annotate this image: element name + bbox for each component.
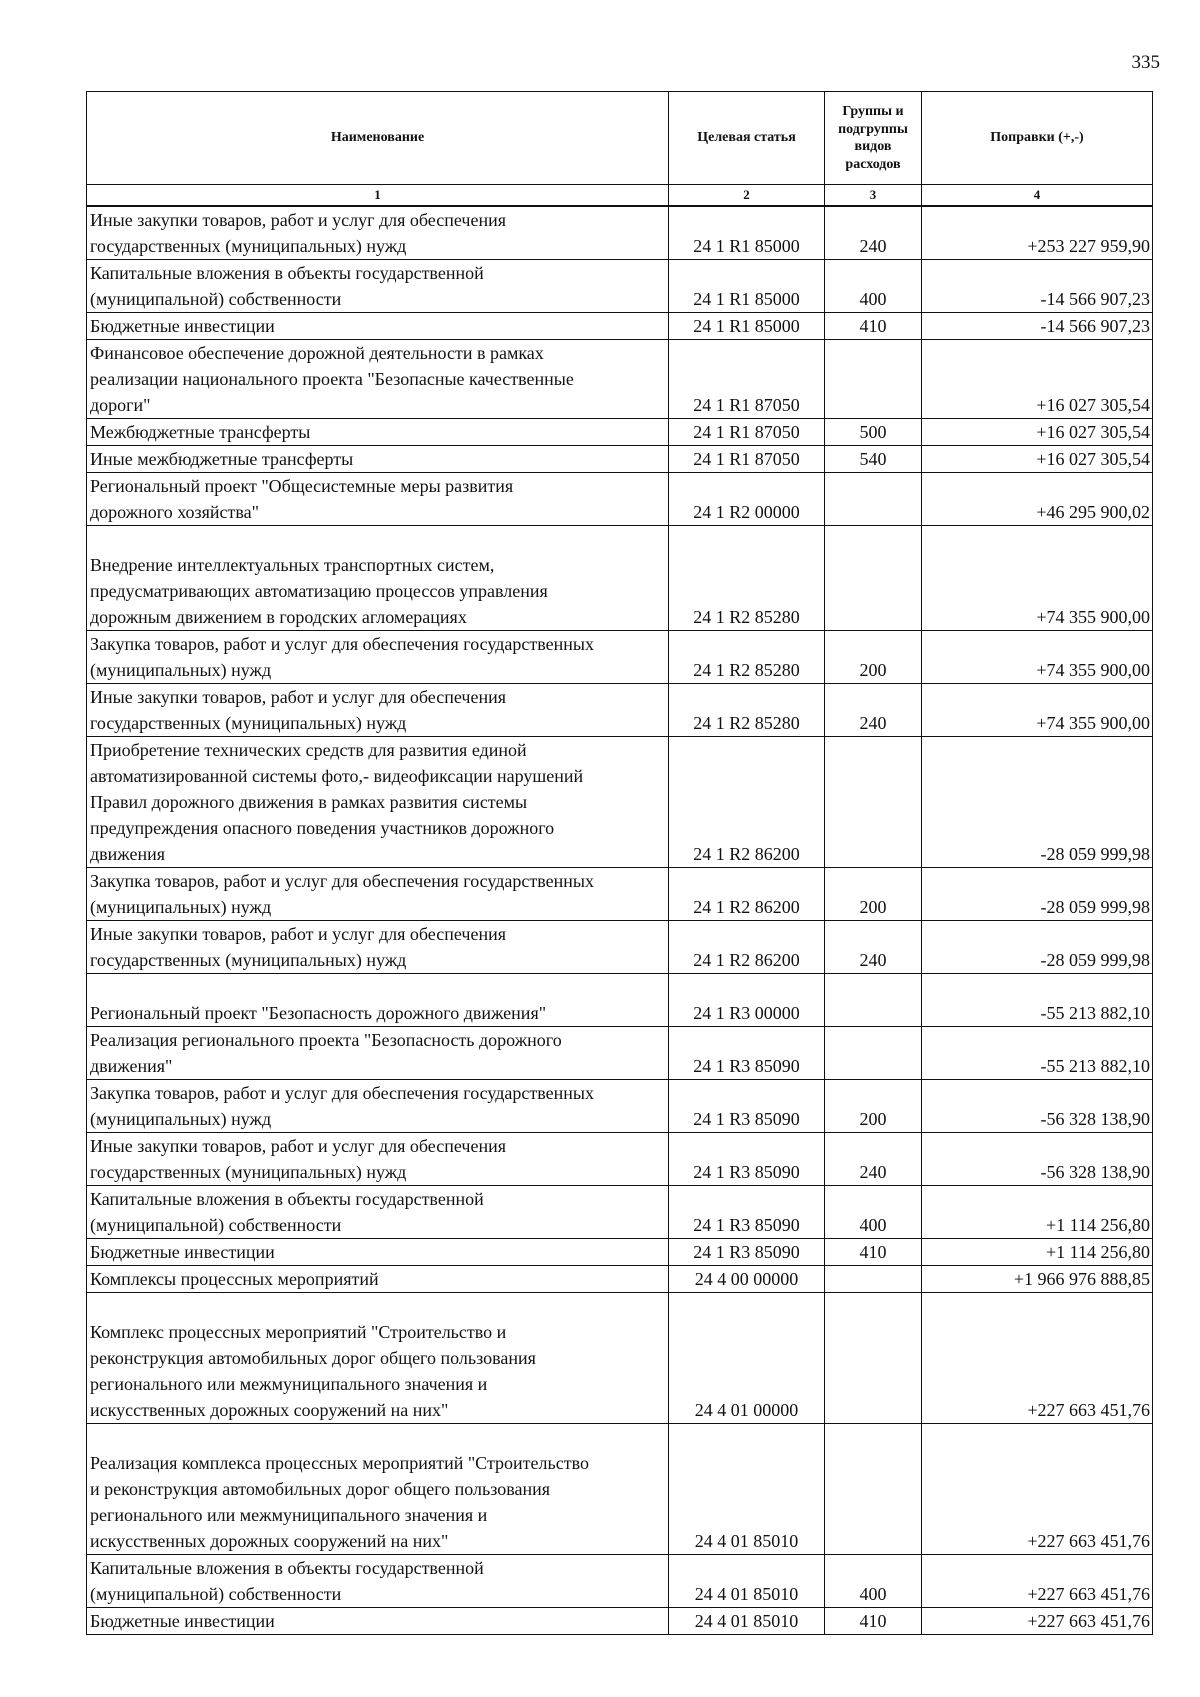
row-expense-group — [825, 1293, 922, 1424]
table-row — [87, 1608, 1153, 1635]
table-row — [87, 868, 1153, 921]
row-target-article: 24 4 01 85010 — [669, 1608, 825, 1635]
row-expense-group — [825, 1027, 922, 1080]
row-name: Бюджетные инвестиции — [87, 313, 669, 340]
row-expense-group — [825, 1266, 922, 1293]
row-expense-group: 400 — [825, 1555, 922, 1608]
row-expense-group — [825, 526, 922, 631]
table-row — [87, 974, 1153, 1027]
table-row — [87, 206, 1153, 260]
table-row — [87, 313, 1153, 340]
row-target-article: 24 1 R2 86200 — [669, 921, 825, 974]
row-amendment-amount: +16 027 305,54 — [922, 340, 1153, 419]
row-name: Иные закупки товаров, работ и услуг для обеспечения государственных (муниципальных) нужд — [87, 684, 669, 737]
row-target-article: 24 1 R2 85280 — [669, 526, 825, 631]
row-target-article: 24 1 R1 87050 — [669, 419, 825, 446]
row-target-article: 24 1 R1 85000 — [669, 206, 825, 260]
table-row — [87, 1424, 1153, 1555]
table-row — [87, 1080, 1153, 1133]
row-target-article: 24 4 01 85010 — [669, 1555, 825, 1608]
row-name: Иные закупки товаров, работ и услуг для обеспечения государственных (муниципальных) нужд — [87, 1133, 669, 1186]
row-expense-group: 240 — [825, 921, 922, 974]
column-number: 2 — [669, 185, 825, 207]
row-amendment-amount: +74 355 900,00 — [922, 631, 1153, 684]
row-name: Региональный проект "Безопасность дорожного движения" — [87, 974, 669, 1027]
row-target-article: 24 4 00 00000 — [669, 1266, 825, 1293]
header-target-article: Целевая статья — [669, 92, 825, 185]
row-target-article: 24 4 01 00000 — [669, 1293, 825, 1424]
column-number-row — [87, 185, 1153, 207]
column-number: 4 — [922, 185, 1153, 207]
table-row — [87, 260, 1153, 313]
row-expense-group: 200 — [825, 631, 922, 684]
row-amendment-amount: -55 213 882,10 — [922, 1027, 1153, 1080]
row-amendment-amount: -14 566 907,23 — [922, 260, 1153, 313]
row-expense-group: 400 — [825, 1186, 922, 1239]
row-name: Иные межбюджетные трансферты — [87, 446, 669, 473]
row-name: Финансовое обеспечение дорожной деятельности в рамках реализации национального проекта "Безопасные качественные дороги" — [87, 340, 669, 419]
row-expense-group: 200 — [825, 868, 922, 921]
row-name: Бюджетные инвестиции — [87, 1608, 669, 1635]
row-expense-group: 410 — [825, 1608, 922, 1635]
row-name: Региональный проект "Общесистемные меры развития дорожного хозяйства" — [87, 473, 669, 526]
row-expense-group — [825, 473, 922, 526]
row-target-article: 24 1 R3 85090 — [669, 1239, 825, 1266]
row-expense-group: 240 — [825, 684, 922, 737]
header-expense-groups: Группы и подгруппы видов расходов — [825, 92, 922, 185]
table-row — [87, 1293, 1153, 1424]
row-name: Комплексы процессных мероприятий — [87, 1266, 669, 1293]
table-row — [87, 1186, 1153, 1239]
table-row — [87, 340, 1153, 419]
row-name: Межбюджетные трансферты — [87, 419, 669, 446]
row-amendment-amount: +227 663 451,76 — [922, 1293, 1153, 1424]
table-row — [87, 473, 1153, 526]
row-amendment-amount: +227 663 451,76 — [922, 1608, 1153, 1635]
table-row — [87, 921, 1153, 974]
row-expense-group: 500 — [825, 419, 922, 446]
row-amendment-amount: -28 059 999,98 — [922, 737, 1153, 868]
row-name: Закупка товаров, работ и услуг для обеспечения государственных (муниципальных) нужд — [87, 868, 669, 921]
row-name: Закупка товаров, работ и услуг для обеспечения государственных (муниципальных) нужд — [87, 631, 669, 684]
row-name: Капитальные вложения в объекты государственной (муниципальной) собственности — [87, 260, 669, 313]
row-expense-group: 540 — [825, 446, 922, 473]
row-amendment-amount: -28 059 999,98 — [922, 868, 1153, 921]
row-expense-group — [825, 340, 922, 419]
row-target-article: 24 1 R1 85000 — [669, 313, 825, 340]
row-amendment-amount: -55 213 882,10 — [922, 974, 1153, 1027]
row-expense-group: 200 — [825, 1080, 922, 1133]
table-row — [87, 631, 1153, 684]
table-row — [87, 1239, 1153, 1266]
row-expense-group: 410 — [825, 313, 922, 340]
row-target-article: 24 1 R3 85090 — [669, 1186, 825, 1239]
table-body — [87, 206, 1153, 1635]
row-amendment-amount: +16 027 305,54 — [922, 419, 1153, 446]
column-number: 3 — [825, 185, 922, 207]
row-amendment-amount: -14 566 907,23 — [922, 313, 1153, 340]
row-amendment-amount: +74 355 900,00 — [922, 684, 1153, 737]
table-row — [87, 1555, 1153, 1608]
row-name: Капитальные вложения в объекты государственной (муниципальной) собственности — [87, 1555, 669, 1608]
row-amendment-amount: +227 663 451,76 — [922, 1424, 1153, 1555]
row-amendment-amount: +1 114 256,80 — [922, 1239, 1153, 1266]
budget-amendments-table — [86, 91, 1153, 1635]
row-target-article: 24 1 R2 86200 — [669, 737, 825, 868]
table-header-row — [87, 92, 1153, 185]
row-amendment-amount: +46 295 900,02 — [922, 473, 1153, 526]
row-target-article: 24 1 R1 87050 — [669, 340, 825, 419]
row-expense-group — [825, 737, 922, 868]
row-name: Реализация комплекса процессных мероприятий "Строительство и реконструкция автомобильных дорог общего пользования регионального или межмуниципального значения и искусственных дорожных сооружений на них" — [87, 1424, 669, 1555]
row-name: Реализация регионального проекта "Безопасность дорожного движения" — [87, 1027, 669, 1080]
row-expense-group — [825, 974, 922, 1027]
row-amendment-amount: -56 328 138,90 — [922, 1133, 1153, 1186]
row-target-article: 24 1 R3 00000 — [669, 974, 825, 1027]
row-name: Иные закупки товаров, работ и услуг для обеспечения государственных (муниципальных) нужд — [87, 921, 669, 974]
row-target-article: 24 1 R2 00000 — [669, 473, 825, 526]
table-row — [87, 419, 1153, 446]
row-expense-group: 240 — [825, 1133, 922, 1186]
row-name: Бюджетные инвестиции — [87, 1239, 669, 1266]
row-amendment-amount: +74 355 900,00 — [922, 526, 1153, 631]
row-amendment-amount: +1 114 256,80 — [922, 1186, 1153, 1239]
row-amendment-amount: -56 328 138,90 — [922, 1080, 1153, 1133]
row-target-article: 24 1 R2 86200 — [669, 868, 825, 921]
row-expense-group: 400 — [825, 260, 922, 313]
row-target-article: 24 1 R3 85090 — [669, 1133, 825, 1186]
table-row — [87, 737, 1153, 868]
row-name: Капитальные вложения в объекты государственной (муниципальной) собственности — [87, 1186, 669, 1239]
table-row — [87, 1266, 1153, 1293]
header-name: Наименование — [87, 92, 669, 185]
table-row — [87, 684, 1153, 737]
row-name: Закупка товаров, работ и услуг для обеспечения государственных (муниципальных) нужд — [87, 1080, 669, 1133]
row-name: Приобретение технических средств для развития единой автоматизированной системы фото,- видеофиксации нарушений Правил дорожного движения в рамках развития системы предупреждения опасного поведения участников дорожного движения — [87, 737, 669, 868]
row-target-article: 24 1 R3 85090 — [669, 1027, 825, 1080]
table-row — [87, 446, 1153, 473]
row-amendment-amount: +253 227 959,90 — [922, 206, 1153, 260]
row-amendment-amount: +227 663 451,76 — [922, 1555, 1153, 1608]
row-target-article: 24 4 01 85010 — [669, 1424, 825, 1555]
column-number: 1 — [87, 185, 669, 207]
row-target-article: 24 1 R2 85280 — [669, 684, 825, 737]
row-target-article: 24 1 R1 87050 — [669, 446, 825, 473]
row-name: Иные закупки товаров, работ и услуг для обеспечения государственных (муниципальных) нужд — [87, 206, 669, 260]
row-target-article: 24 1 R1 85000 — [669, 260, 825, 313]
row-expense-group — [825, 1424, 922, 1555]
row-target-article: 24 1 R2 85280 — [669, 631, 825, 684]
row-amendment-amount: +16 027 305,54 — [922, 446, 1153, 473]
table-row — [87, 1133, 1153, 1186]
row-target-article: 24 1 R3 85090 — [669, 1080, 825, 1133]
row-amendment-amount: -28 059 999,98 — [922, 921, 1153, 974]
row-expense-group: 240 — [825, 206, 922, 260]
row-expense-group: 410 — [825, 1239, 922, 1266]
table-row — [87, 1027, 1153, 1080]
page-number: 335 — [1131, 52, 1160, 73]
table-row — [87, 526, 1153, 631]
row-amendment-amount: +1 966 976 888,85 — [922, 1266, 1153, 1293]
row-name: Комплекс процессных мероприятий "Строительство и реконструкция автомобильных дорог общего пользования регионального или межмуниципального значения и искусственных дорожных сооружений на них" — [87, 1293, 669, 1424]
row-name: Внедрение интеллектуальных транспортных систем, предусматривающих автоматизацию процессов управления дорожным движением в городских агломерациях — [87, 526, 669, 631]
header-amendments: Поправки (+,-) — [922, 92, 1153, 185]
